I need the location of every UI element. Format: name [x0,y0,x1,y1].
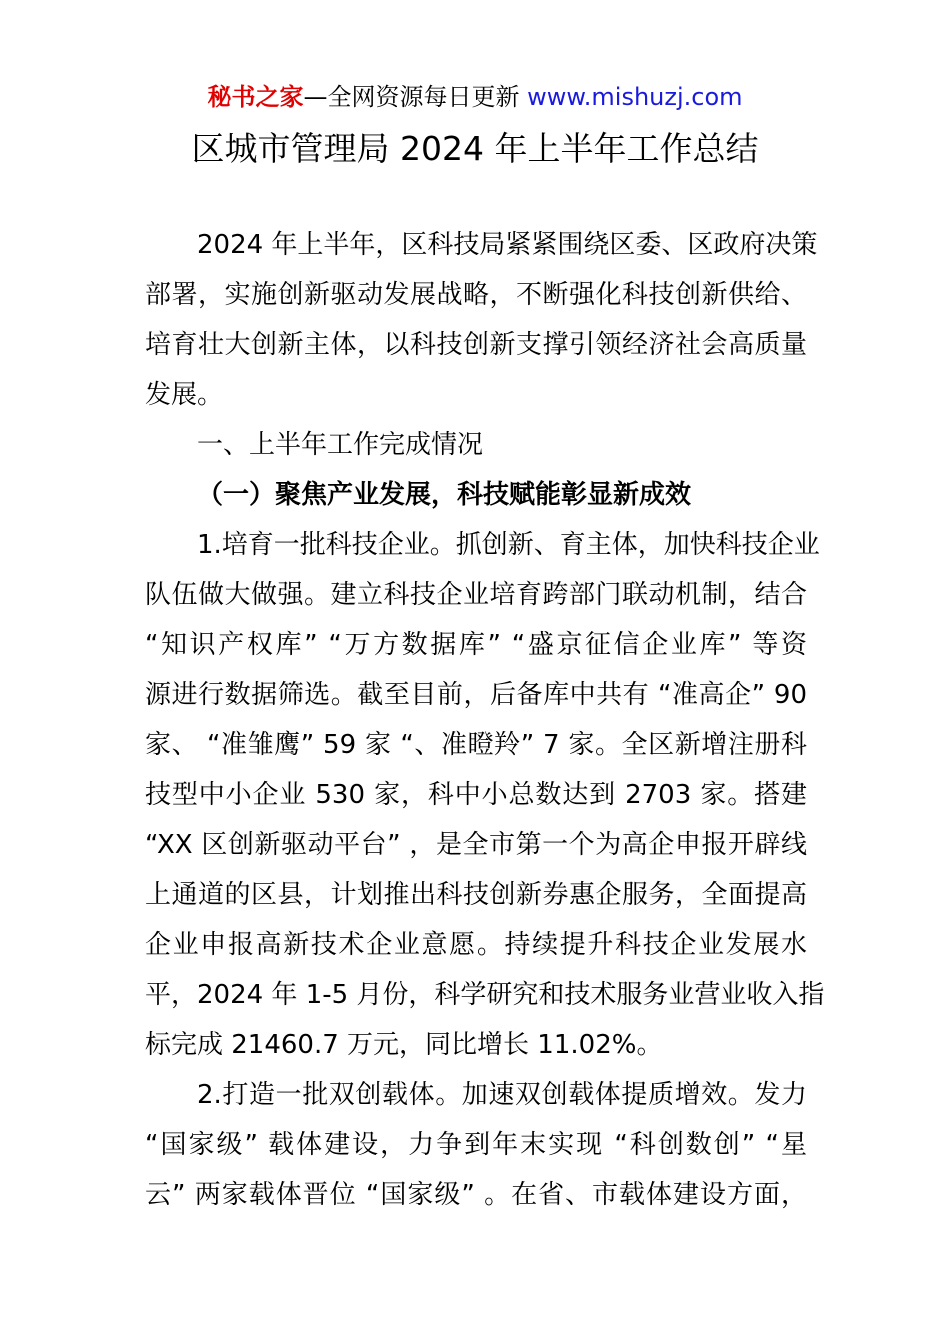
paragraph-line: 平，2024 年 1-5 月份，科学研究和技术服务业营业收入指 [145,980,825,1010]
paragraph-line: 1.培育一批科技企业。抓创新、育主体，加快科技企业 [197,530,820,560]
paragraph-line: 部署，实施创新驱动发展战略，不断强化科技创新供给、 [145,280,807,310]
paragraph-line: 上通道的区县，计划推出科技创新券惠企服务，全面提高 [145,880,807,910]
paragraph-line: 企业申报高新技术企业意愿。持续提升科技企业发展水 [145,930,807,960]
paragraph-line: “国家级” 载体建设，力争到年末实现 “科创数创” “星 [145,1130,807,1160]
paragraph-line: 家、 “准雏鹰” 59 家 “、准瞪羚” 7 家。全区新增注册科 [145,730,807,760]
document-body [145,220,825,1220]
banner-url[interactable]: www.mishuzj.com [527,83,743,111]
paragraph-line: “XX 区创新驱动平台” ，是全市第一个为高企申报开辟线 [145,830,807,860]
paragraph-line: 技型中小企业 530 家，科中小总数达到 2703 家。搭建 [145,780,807,810]
paragraph-line: 发展。 [145,380,224,410]
paragraph-line: 源进行数据筛选。截至目前，后备库中共有 “准高企” 90 [145,680,807,710]
site-banner [0,80,950,114]
paragraph-line: “知识产权库” “万方数据库” “盛京征信企业库” 等资 [145,630,807,660]
section-heading: 一、上半年工作完成情况 [197,430,484,460]
paragraph-line: 云” 两家载体晋位 “国家级” 。在省、市载体建设方面， [145,1180,807,1210]
paragraph-line: 2024 年上半年，区科技局紧紧围绕区委、区政府决策 [197,230,818,260]
paragraph-line: 队伍做大做强。建立科技企业培育跨部门联动机制，结合 [145,580,807,610]
paragraph-line: 2.打造一批双创载体。加速双创载体提质增效。发力 [197,1080,807,1110]
subsection-heading: （一）聚焦产业发展，科技赋能彰显新成效 [197,480,692,510]
banner-tagline: —全网资源每日更新 [303,83,528,111]
paragraph-line: 培育壮大创新主体，以科技创新支撑引领经济社会高质量 [145,330,807,360]
paragraph-line: 标完成 21460.7 万元，同比增长 11.02%。 [145,1030,663,1060]
document-title: 区城市管理局 2024 年上半年工作总结 [191,129,759,168]
banner-brand: 秘书之家 [207,83,304,111]
